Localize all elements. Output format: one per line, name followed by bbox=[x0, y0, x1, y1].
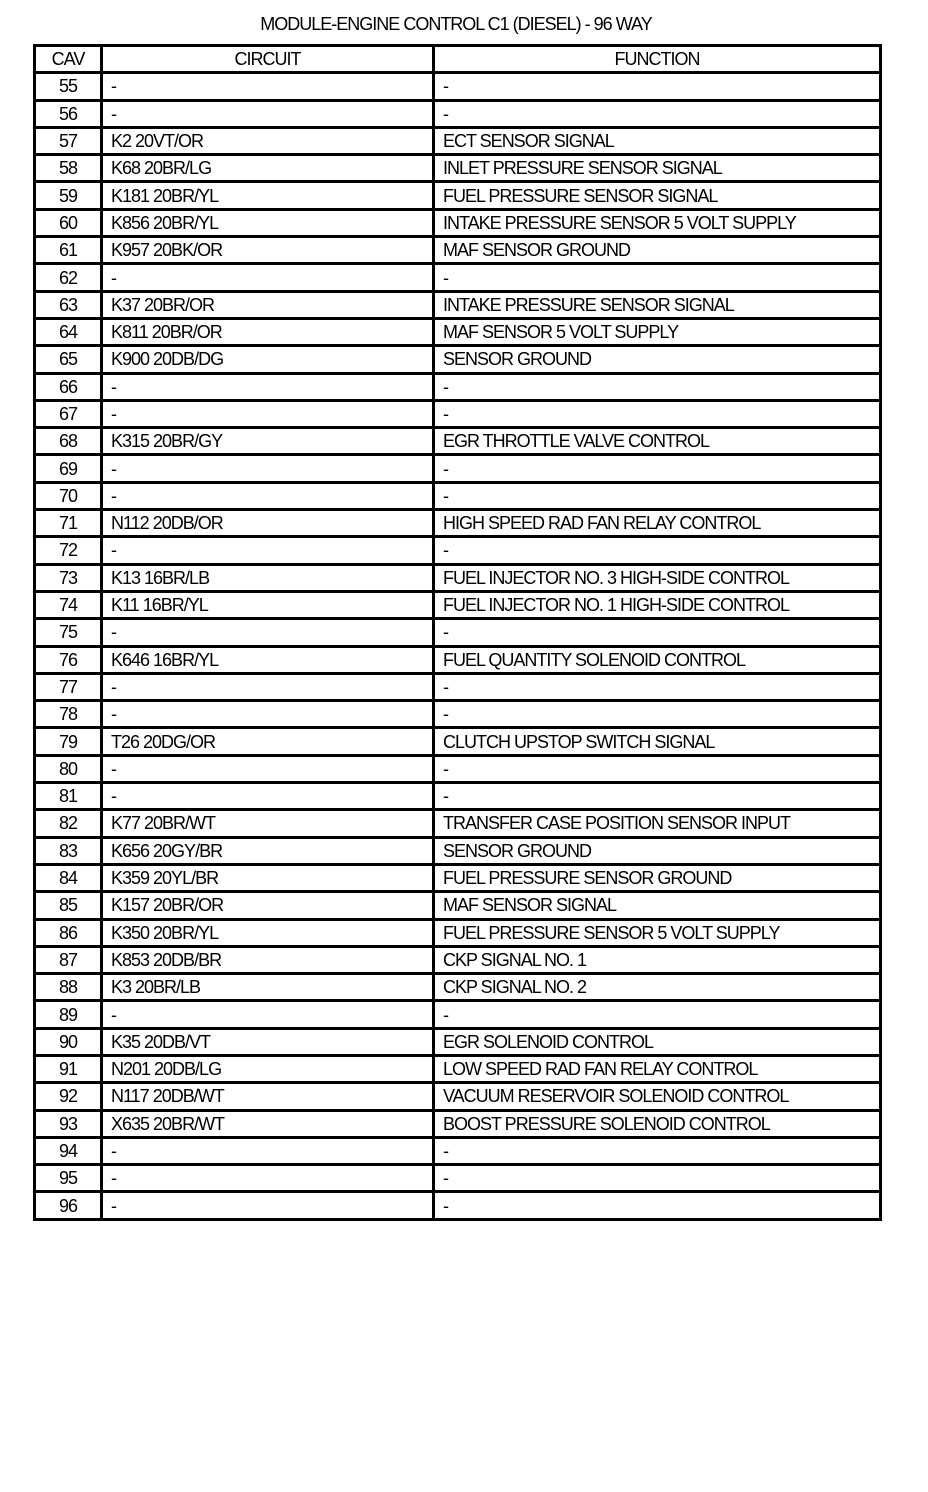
cav-cell: 69 bbox=[35, 455, 102, 482]
cav-cell: 83 bbox=[35, 837, 102, 864]
circuit-cell: - bbox=[102, 701, 434, 728]
circuit-cell: N201 20DB/LG bbox=[102, 1055, 434, 1082]
table-row bbox=[35, 400, 881, 427]
cav-cell: 71 bbox=[35, 510, 102, 537]
function-cell: - bbox=[434, 482, 881, 509]
table-row bbox=[35, 728, 881, 755]
cav-cell: 57 bbox=[35, 127, 102, 154]
table-row bbox=[35, 974, 881, 1001]
circuit-cell: K11 16BR/YL bbox=[102, 591, 434, 618]
table-row bbox=[35, 428, 881, 455]
circuit-cell: X635 20BR/WT bbox=[102, 1110, 434, 1137]
cav-cell: 81 bbox=[35, 783, 102, 810]
cav-cell: 74 bbox=[35, 591, 102, 618]
table-row bbox=[35, 619, 881, 646]
table-header-row bbox=[35, 46, 881, 73]
function-cell: - bbox=[434, 264, 881, 291]
circuit-cell: K853 20DB/BR bbox=[102, 946, 434, 973]
cav-cell: 58 bbox=[35, 155, 102, 182]
function-cell: MAF SENSOR SIGNAL bbox=[434, 892, 881, 919]
function-cell: LOW SPEED RAD FAN RELAY CONTROL bbox=[434, 1055, 881, 1082]
function-cell: CKP SIGNAL NO. 2 bbox=[434, 974, 881, 1001]
circuit-cell: K68 20BR/LG bbox=[102, 155, 434, 182]
table-row bbox=[35, 537, 881, 564]
table-row bbox=[35, 291, 881, 318]
table-row bbox=[35, 783, 881, 810]
function-cell: ECT SENSOR SIGNAL bbox=[434, 127, 881, 154]
circuit-cell: K157 20BR/OR bbox=[102, 892, 434, 919]
cav-cell: 63 bbox=[35, 291, 102, 318]
circuit-cell: K900 20DB/DG bbox=[102, 346, 434, 373]
circuit-cell: K77 20BR/WT bbox=[102, 810, 434, 837]
function-cell: - bbox=[434, 537, 881, 564]
circuit-cell: - bbox=[102, 619, 434, 646]
cav-cell: 73 bbox=[35, 564, 102, 591]
table-row bbox=[35, 510, 881, 537]
cav-cell: 84 bbox=[35, 864, 102, 891]
function-cell: EGR THROTTLE VALVE CONTROL bbox=[434, 428, 881, 455]
function-cell: - bbox=[434, 400, 881, 427]
function-cell: BOOST PRESSURE SOLENOID CONTROL bbox=[434, 1110, 881, 1137]
table-row bbox=[35, 1110, 881, 1137]
function-cell: FUEL QUANTITY SOLENOID CONTROL bbox=[434, 646, 881, 673]
cav-cell: 91 bbox=[35, 1055, 102, 1082]
table-row bbox=[35, 837, 881, 864]
function-cell: INLET PRESSURE SENSOR SIGNAL bbox=[434, 155, 881, 182]
cav-cell: 76 bbox=[35, 646, 102, 673]
table-row bbox=[35, 1001, 881, 1028]
cav-cell: 89 bbox=[35, 1001, 102, 1028]
cav-cell: 88 bbox=[35, 974, 102, 1001]
function-cell: MAF SENSOR 5 VOLT SUPPLY bbox=[434, 318, 881, 345]
circuit-cell: K13 16BR/LB bbox=[102, 564, 434, 591]
circuit-cell: K350 20BR/YL bbox=[102, 919, 434, 946]
circuit-cell: - bbox=[102, 400, 434, 427]
table-row bbox=[35, 237, 881, 264]
function-cell: - bbox=[434, 100, 881, 127]
function-cell: HIGH SPEED RAD FAN RELAY CONTROL bbox=[434, 510, 881, 537]
circuit-cell: - bbox=[102, 1001, 434, 1028]
function-cell: FUEL INJECTOR NO. 3 HIGH-SIDE CONTROL bbox=[434, 564, 881, 591]
circuit-cell: K37 20BR/OR bbox=[102, 291, 434, 318]
function-cell: CKP SIGNAL NO. 1 bbox=[434, 946, 881, 973]
circuit-cell: K811 20BR/OR bbox=[102, 318, 434, 345]
function-cell: - bbox=[434, 455, 881, 482]
function-cell: INTAKE PRESSURE SENSOR SIGNAL bbox=[434, 291, 881, 318]
function-cell: - bbox=[434, 619, 881, 646]
cav-cell: 80 bbox=[35, 755, 102, 782]
cav-cell: 67 bbox=[35, 400, 102, 427]
table-row bbox=[35, 1192, 881, 1219]
circuit-cell: K3 20BR/LB bbox=[102, 974, 434, 1001]
function-cell: MAF SENSOR GROUND bbox=[434, 237, 881, 264]
table-row bbox=[35, 455, 881, 482]
table-row bbox=[35, 209, 881, 236]
cav-cell: 55 bbox=[35, 73, 102, 100]
function-cell: INTAKE PRESSURE SENSOR 5 VOLT SUPPLY bbox=[434, 209, 881, 236]
function-cell: - bbox=[434, 373, 881, 400]
circuit-cell: - bbox=[102, 673, 434, 700]
table-row bbox=[35, 1137, 881, 1164]
column-header-cav: CAV bbox=[35, 46, 102, 73]
table-row bbox=[35, 810, 881, 837]
cav-cell: 59 bbox=[35, 182, 102, 209]
cav-cell: 79 bbox=[35, 728, 102, 755]
function-cell: VACUUM RESERVOIR SOLENOID CONTROL bbox=[434, 1083, 881, 1110]
circuit-cell: K2 20VT/OR bbox=[102, 127, 434, 154]
circuit-cell: K646 16BR/YL bbox=[102, 646, 434, 673]
cav-cell: 62 bbox=[35, 264, 102, 291]
cav-cell: 60 bbox=[35, 209, 102, 236]
circuit-cell: K656 20GY/BR bbox=[102, 837, 434, 864]
function-cell: - bbox=[434, 1137, 881, 1164]
circuit-cell: K856 20BR/YL bbox=[102, 209, 434, 236]
connector-pinout-table bbox=[33, 44, 882, 1221]
function-cell: FUEL INJECTOR NO. 1 HIGH-SIDE CONTROL bbox=[434, 591, 881, 618]
column-header-circuit: CIRCUIT bbox=[102, 46, 434, 73]
circuit-cell: - bbox=[102, 482, 434, 509]
table-row bbox=[35, 1055, 881, 1082]
function-cell: - bbox=[434, 1001, 881, 1028]
table-row bbox=[35, 1083, 881, 1110]
circuit-cell: T26 20DG/OR bbox=[102, 728, 434, 755]
cav-cell: 92 bbox=[35, 1083, 102, 1110]
function-cell: EGR SOLENOID CONTROL bbox=[434, 1028, 881, 1055]
circuit-cell: N117 20DB/WT bbox=[102, 1083, 434, 1110]
cav-cell: 96 bbox=[35, 1192, 102, 1219]
table-row bbox=[35, 346, 881, 373]
table-row bbox=[35, 701, 881, 728]
table-row bbox=[35, 482, 881, 509]
circuit-cell: - bbox=[102, 1192, 434, 1219]
table-row bbox=[35, 919, 881, 946]
function-cell: - bbox=[434, 1192, 881, 1219]
cav-cell: 77 bbox=[35, 673, 102, 700]
circuit-cell: - bbox=[102, 1137, 434, 1164]
circuit-cell: N112 20DB/OR bbox=[102, 510, 434, 537]
cav-cell: 56 bbox=[35, 100, 102, 127]
circuit-cell: K181 20BR/YL bbox=[102, 182, 434, 209]
page-title: MODULE-ENGINE CONTROL C1 (DIESEL) - 96 WAY bbox=[260, 14, 652, 34]
cav-cell: 93 bbox=[35, 1110, 102, 1137]
cav-cell: 75 bbox=[35, 619, 102, 646]
circuit-cell: K957 20BK/OR bbox=[102, 237, 434, 264]
function-cell: - bbox=[434, 73, 881, 100]
function-cell: FUEL PRESSURE SENSOR 5 VOLT SUPPLY bbox=[434, 919, 881, 946]
table-row bbox=[35, 755, 881, 782]
table-row bbox=[35, 1028, 881, 1055]
table-row bbox=[35, 946, 881, 973]
function-cell: SENSOR GROUND bbox=[434, 346, 881, 373]
function-cell: - bbox=[434, 783, 881, 810]
function-cell: TRANSFER CASE POSITION SENSOR INPUT bbox=[434, 810, 881, 837]
cav-cell: 65 bbox=[35, 346, 102, 373]
table-row bbox=[35, 100, 881, 127]
function-cell: CLUTCH UPSTOP SWITCH SIGNAL bbox=[434, 728, 881, 755]
circuit-cell: - bbox=[102, 537, 434, 564]
table-row bbox=[35, 155, 881, 182]
cav-cell: 68 bbox=[35, 428, 102, 455]
cav-cell: 66 bbox=[35, 373, 102, 400]
table-row bbox=[35, 892, 881, 919]
circuit-cell: - bbox=[102, 1165, 434, 1192]
column-header-function: FUNCTION bbox=[434, 46, 881, 73]
circuit-cell: K315 20BR/GY bbox=[102, 428, 434, 455]
table-row bbox=[35, 646, 881, 673]
function-cell: - bbox=[434, 755, 881, 782]
cav-cell: 90 bbox=[35, 1028, 102, 1055]
cav-cell: 78 bbox=[35, 701, 102, 728]
cav-cell: 72 bbox=[35, 537, 102, 564]
circuit-cell: K359 20YL/BR bbox=[102, 864, 434, 891]
cav-cell: 94 bbox=[35, 1137, 102, 1164]
circuit-cell: - bbox=[102, 755, 434, 782]
function-cell: FUEL PRESSURE SENSOR GROUND bbox=[434, 864, 881, 891]
cav-cell: 61 bbox=[35, 237, 102, 264]
function-cell: - bbox=[434, 673, 881, 700]
table-row bbox=[35, 127, 881, 154]
table-row bbox=[35, 264, 881, 291]
function-cell: - bbox=[434, 1165, 881, 1192]
table-row bbox=[35, 864, 881, 891]
cav-cell: 70 bbox=[35, 482, 102, 509]
table-row bbox=[35, 673, 881, 700]
table-row bbox=[35, 1165, 881, 1192]
table-row bbox=[35, 591, 881, 618]
circuit-cell: - bbox=[102, 264, 434, 291]
circuit-cell: - bbox=[102, 783, 434, 810]
table-row bbox=[35, 564, 881, 591]
circuit-cell: - bbox=[102, 455, 434, 482]
circuit-cell: K35 20DB/VT bbox=[102, 1028, 434, 1055]
table-body bbox=[35, 73, 881, 1219]
function-cell: - bbox=[434, 701, 881, 728]
function-cell: FUEL PRESSURE SENSOR SIGNAL bbox=[434, 182, 881, 209]
circuit-cell: - bbox=[102, 373, 434, 400]
cav-cell: 82 bbox=[35, 810, 102, 837]
table-row bbox=[35, 182, 881, 209]
circuit-cell: - bbox=[102, 100, 434, 127]
cav-cell: 85 bbox=[35, 892, 102, 919]
function-cell: SENSOR GROUND bbox=[434, 837, 881, 864]
circuit-cell: - bbox=[102, 73, 434, 100]
cav-cell: 95 bbox=[35, 1165, 102, 1192]
table-row bbox=[35, 318, 881, 345]
table-row bbox=[35, 73, 881, 100]
cav-cell: 86 bbox=[35, 919, 102, 946]
table-row bbox=[35, 373, 881, 400]
cav-cell: 64 bbox=[35, 318, 102, 345]
cav-cell: 87 bbox=[35, 946, 102, 973]
